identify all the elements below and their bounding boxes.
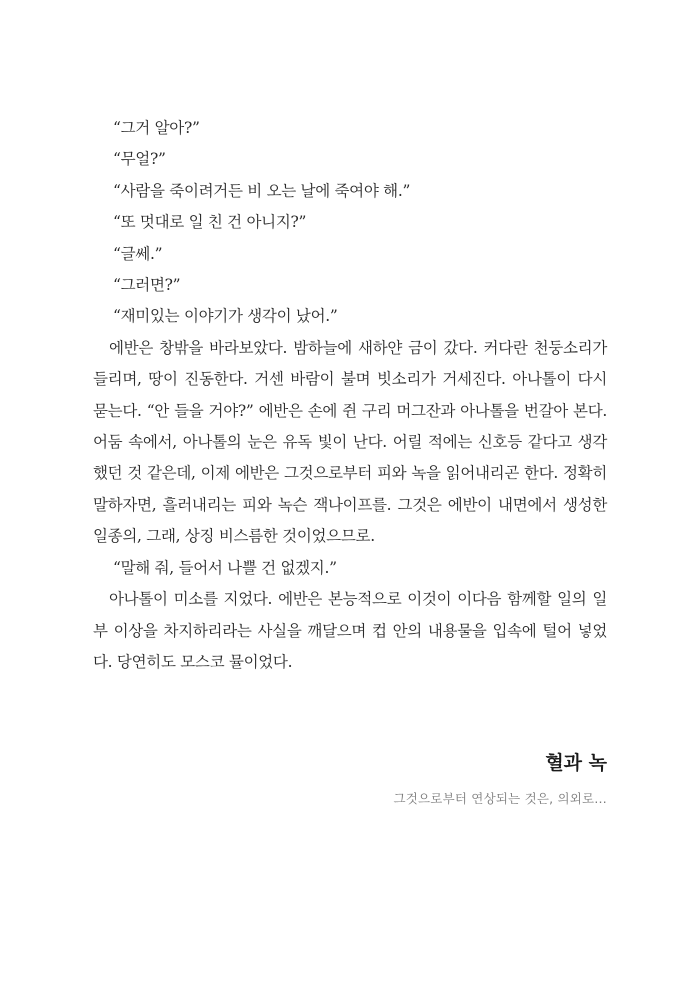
dialogue-line: “그거 알아?”: [113, 119, 200, 137]
dialogue-line: “사람을 죽이려거든 비 오는 날에 죽여야 해.”: [113, 181, 411, 200]
dialogue-line: “무얼?”: [113, 150, 166, 169]
dialogue-line: “글쎄.”: [113, 244, 163, 263]
dialogue-line: “그러면?”: [113, 276, 181, 295]
dialogue-line: “또 멋대로 일 친 건 아니지?”: [113, 213, 307, 232]
next-chapter-title: 혈과 녹: [545, 752, 607, 774]
dialogue-line: “재미있는 이야기가 생각이 났어.”: [113, 307, 338, 326]
narrative-paragraph: 에반은 창밖을 바라보았다. 밤하늘에 새하얀 금이 갔다. 커다란 천둥소리가 들리며, 땅이 진동한다. 거센 바람이 불며 빗소리가 거세진다. 아나톨이 다시 묻는다. “안 들을 거야?” 에반은 손에 쥔 구리 머그잔과 아나톨을 번갈아 본다. 어둠 속에서, 아나톨의 눈은 유독 빛이 난다. 어릴 적에는 신호등 같다고 생각했던 것 같은데, 이제 에반은 그것으로부터 피와 녹을 읽어내리곤 한다. 정확히 말하자면, 흘러내리는 피와 녹슨 잭나이프를. 그것은 에반이 내면에서 생성한 일종의, 그래, 상징 비스름한 것이었으므로.: [93, 338, 607, 546]
story-text: [93, 113, 607, 678]
narrative-paragraph: 아나톨이 미소를 지었다. 에반은 본능적으로 이것이 이다음 함께할 일의 일부 이상을 차지하리라는 사실을 깨달으며 컵 안의 내용물을 입속에 털어 넣었다. 당연히도 모스코 뮬이었다.: [93, 590, 607, 671]
dialogue-line: “말해 줘, 들어서 나쁠 건 없겠지.”: [113, 558, 337, 577]
next-chapter-teaser: 그것으로부터 연상되는 것은, 의외로…: [393, 791, 607, 806]
